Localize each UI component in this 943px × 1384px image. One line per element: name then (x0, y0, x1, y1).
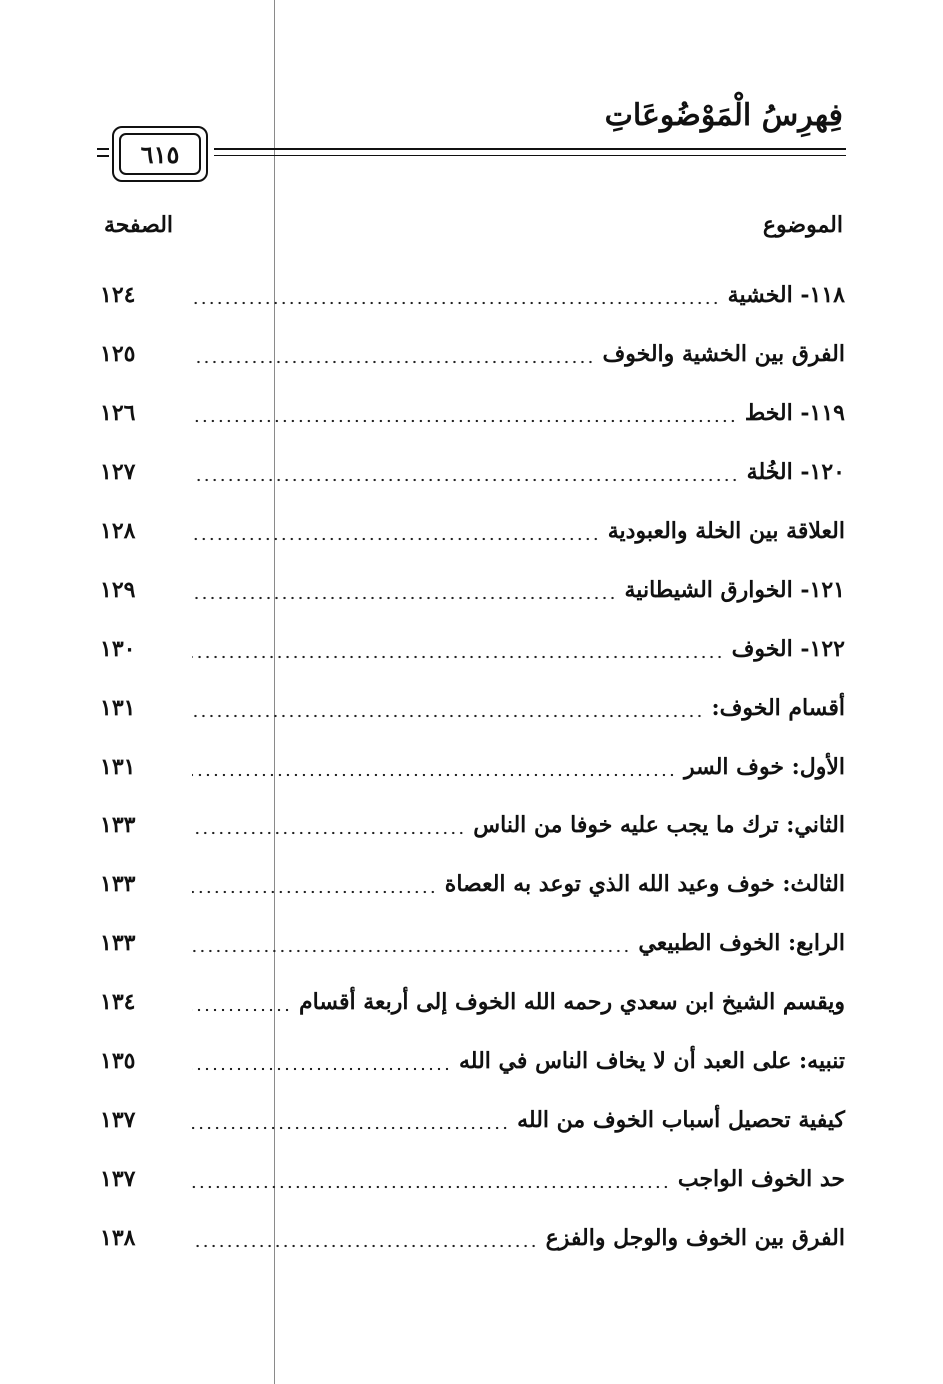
page-number-frame (112, 126, 208, 182)
toc-entry-title: ١٢٠- الخُلة (746, 459, 845, 486)
dot-leader (192, 525, 600, 545)
toc-entry-page: ١٢٦ (100, 400, 136, 427)
dot-leader (192, 878, 437, 898)
toc-entry-page: ١٢٤ (100, 282, 136, 309)
toc-entry-title: الأول: خوف السر (683, 753, 845, 780)
toc-entry-title: أقسام الخوف: (711, 694, 845, 721)
header-rule-bottom (214, 155, 846, 156)
toc-entry[interactable] (100, 502, 845, 561)
toc-entry[interactable] (100, 973, 845, 1032)
toc-entry[interactable] (100, 1032, 845, 1091)
toc-entry[interactable] (100, 796, 845, 855)
dot-leader (192, 819, 465, 839)
toc-entry-page: ١٣٧ (100, 1106, 136, 1133)
toc-entry[interactable] (100, 619, 845, 678)
dot-leader (192, 996, 291, 1016)
toc-entry-page: ١٣٥ (100, 1048, 136, 1075)
toc-entry[interactable] (100, 1149, 845, 1208)
header-rule-left-top (97, 148, 109, 150)
toc-entry-title: ١٢١- الخوارق الشيطانية (624, 576, 845, 603)
dot-leader (192, 289, 720, 309)
toc-entry[interactable] (100, 1208, 845, 1267)
toc-entry[interactable] (100, 384, 845, 443)
toc-entry-page: ١٣٧ (100, 1165, 136, 1192)
column-header-page: الصفحة (104, 212, 174, 238)
dot-leader (192, 348, 594, 368)
toc-entry-page: ١٢٥ (100, 341, 136, 368)
dot-leader (192, 466, 739, 486)
toc-entry-title: ويقسم الشيخ ابن سعدي رحمه الله الخوف إلى أربعة أقسام (299, 989, 845, 1016)
toc-entry-title: تنبيه: على العبد أن لا يخاف الناس في الله (459, 1048, 845, 1075)
toc-list (100, 266, 845, 1267)
toc-entry-title: حد الخوف الواجب (677, 1165, 845, 1192)
dot-leader (192, 1232, 538, 1252)
toc-entry-page: ١٣١ (100, 694, 136, 721)
toc-entry[interactable] (100, 266, 845, 325)
toc-entry-page: ١٣٣ (100, 871, 136, 898)
dot-leader (192, 643, 724, 663)
page-title: فِهرِسُ الْمَوْضُوعَاتِ (604, 98, 843, 133)
toc-entry-page: ١٣١ (100, 753, 136, 780)
toc-entry-title: الفرق بين الخوف والوجل والفزع (545, 1224, 845, 1251)
dot-leader (192, 1173, 670, 1193)
dot-leader (192, 1114, 509, 1134)
toc-entry[interactable] (100, 678, 845, 737)
toc-entry-title: ١١٨- الخشية (727, 282, 845, 309)
header-rule-left-bottom (97, 155, 109, 157)
toc-entry-page: ١٢٩ (100, 576, 136, 603)
dot-leader (192, 702, 703, 722)
toc-entry-page: ١٢٧ (100, 459, 136, 486)
toc-entry[interactable] (100, 1090, 845, 1149)
toc-entry-page: ١٣٣ (100, 930, 136, 957)
dot-leader (192, 407, 737, 427)
toc-entry[interactable] (100, 443, 845, 502)
header-rule-top (214, 148, 846, 150)
toc-entry-title: ١٢٢- الخوف (731, 635, 845, 662)
page-number: ٦١٥ (119, 133, 201, 175)
toc-entry[interactable] (100, 914, 845, 973)
toc-entry-page: ١٣٠ (100, 635, 136, 662)
toc-entry-title: الرابع: الخوف الطبيعي (638, 930, 845, 957)
dot-leader (192, 1055, 451, 1075)
toc-entry-page: ١٣٤ (100, 989, 136, 1016)
dot-leader (192, 584, 617, 604)
dot-leader (192, 761, 676, 781)
toc-entry-title: الثاني: ترك ما يجب عليه خوفا من الناس (473, 812, 845, 839)
toc-entry-title: الفرق بين الخشية والخوف (602, 341, 845, 368)
toc-entry-page: ١٣٨ (100, 1224, 136, 1251)
toc-entry-title: كيفية تحصيل أسباب الخوف من الله (517, 1106, 845, 1133)
toc-entry[interactable] (100, 560, 845, 619)
toc-entry[interactable] (100, 325, 845, 384)
dot-leader (192, 937, 630, 957)
toc-entry[interactable] (100, 855, 845, 914)
toc-entry-page: ١٣٣ (100, 812, 136, 839)
toc-entry-title: الثالث: خوف وعيد الله الذي توعد به العصاة (444, 871, 845, 898)
toc-entry-title: العلاقة بين الخلة والعبودية (607, 518, 845, 544)
toc-entry-title: ١١٩- الخط (744, 400, 845, 427)
column-header-topic: الموضوع (762, 212, 843, 238)
toc-entry[interactable] (100, 737, 845, 796)
toc-entry-page: ١٢٨ (100, 518, 136, 544)
